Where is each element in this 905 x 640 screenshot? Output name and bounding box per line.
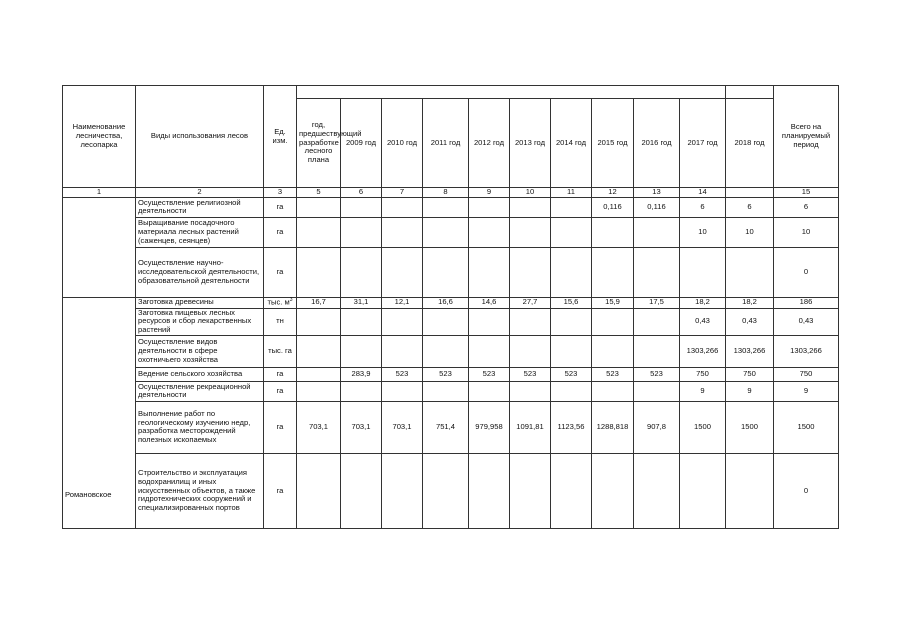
use-kind-cell: Заготовка пищевых лесных ресурсов и сбор лекарственных растений (136, 308, 264, 335)
value-cell (469, 247, 510, 297)
value-cell (510, 381, 551, 401)
unit-text: тн (276, 316, 284, 326)
value-cell: 18,2 (726, 297, 774, 308)
col-number: 10 (510, 188, 551, 198)
header-year-2015: 2015 год (592, 99, 634, 188)
value-cell: 18,2 (680, 297, 726, 308)
unit-text: га (276, 201, 284, 211)
total-cell: 0 (774, 453, 839, 528)
value-cell: 9 (726, 381, 774, 401)
value-cell (551, 217, 592, 247)
unit-cell (264, 335, 297, 367)
total-cell: 1500 (774, 401, 839, 453)
header-year-2013: 2013 год (510, 99, 551, 188)
value-cell: 907,8 (634, 401, 680, 453)
total-cell: 1303,266 (774, 335, 839, 367)
value-cell (297, 335, 341, 367)
col-number: 5 (297, 188, 341, 198)
value-cell (341, 247, 382, 297)
total-cell: 186 (774, 297, 839, 308)
header-prev-year: год, предшествующий разработке лесного плана (297, 99, 341, 188)
value-cell (592, 247, 634, 297)
value-cell: 15,6 (551, 297, 592, 308)
use-kind-cell: Заготовка древесины (136, 297, 264, 308)
unit-text: га (276, 485, 284, 495)
value-cell (341, 217, 382, 247)
use-kind-cell: Выполнение работ по геологическому изучению недр, разработка месторождений полезных ископаемых (136, 401, 264, 453)
value-cell: 703,1 (382, 401, 423, 453)
total-cell: 6 (774, 197, 839, 217)
value-cell (510, 453, 551, 528)
value-cell: 16,6 (423, 297, 469, 308)
value-cell (297, 217, 341, 247)
unit-cell (264, 297, 297, 308)
value-cell (297, 308, 341, 335)
value-cell (510, 217, 551, 247)
value-cell (726, 453, 774, 528)
value-cell: 523 (423, 367, 469, 381)
table-row (63, 297, 839, 308)
value-cell (510, 335, 551, 367)
value-cell: 1123,56 (551, 401, 592, 453)
column-numbers-row (63, 188, 839, 198)
header-top-strip-2018 (726, 86, 774, 99)
header-year-2011: 2011 год (423, 99, 469, 188)
use-kind-cell: Строительство и эксплуатация водохранилищ и иных искусственных объектов, а также гидротехнических сооружений и специализированных портов (136, 453, 264, 528)
value-cell: 6 (726, 197, 774, 217)
value-cell (423, 335, 469, 367)
value-cell (592, 217, 634, 247)
value-cell (297, 381, 341, 401)
col-number: 1 (63, 188, 136, 198)
value-cell: 523 (551, 367, 592, 381)
unit-text: га (276, 266, 284, 276)
value-cell: 1500 (726, 401, 774, 453)
header-strip-row (63, 86, 839, 99)
value-cell (423, 308, 469, 335)
header-forestry-name: Наименование лесничества, лесопарка (63, 86, 136, 188)
unit-superscript: 3 (289, 297, 293, 304)
value-cell (634, 308, 680, 335)
value-cell (551, 247, 592, 297)
total-cell: 0,43 (774, 308, 839, 335)
value-cell (341, 197, 382, 217)
value-cell: 14,6 (469, 297, 510, 308)
table-row (63, 217, 839, 247)
value-cell (634, 217, 680, 247)
col-number: 13 (634, 188, 680, 198)
unit-text: га (276, 226, 284, 236)
header-year-2016: 2016 год (634, 99, 680, 188)
value-cell (341, 381, 382, 401)
value-cell (341, 453, 382, 528)
use-kind-cell: Выращивание посадочного материала лесных растений (саженцев, сеянцев) (136, 217, 264, 247)
col-number: 6 (341, 188, 382, 198)
value-cell: 17,5 (634, 297, 680, 308)
value-cell: 0,116 (634, 197, 680, 217)
value-cell (551, 335, 592, 367)
value-cell (423, 197, 469, 217)
unit-cell (264, 401, 297, 453)
value-cell (551, 381, 592, 401)
value-cell: 15,9 (592, 297, 634, 308)
value-cell (551, 308, 592, 335)
unit-text: тыс. м (267, 297, 290, 307)
value-cell (382, 453, 423, 528)
value-cell (592, 381, 634, 401)
unit-cell (264, 197, 297, 217)
unit-cell (264, 381, 297, 401)
value-cell: 523 (592, 367, 634, 381)
value-cell (382, 335, 423, 367)
value-cell: 16,7 (297, 297, 341, 308)
value-cell (341, 308, 382, 335)
value-cell (634, 335, 680, 367)
value-cell: 1303,266 (726, 335, 774, 367)
header-year-2009: 2009 год (341, 99, 382, 188)
col-number: 11 (551, 188, 592, 198)
unit-text: га (276, 369, 284, 379)
value-cell: 703,1 (341, 401, 382, 453)
header-unit: Ед. изм. (264, 86, 297, 188)
value-cell: 523 (634, 367, 680, 381)
value-cell (382, 247, 423, 297)
total-cell: 9 (774, 381, 839, 401)
value-cell (423, 217, 469, 247)
value-cell: 1500 (680, 401, 726, 453)
value-cell: 523 (510, 367, 551, 381)
col-number: 3 (264, 188, 297, 198)
col-number (726, 188, 774, 198)
value-cell (297, 247, 341, 297)
value-cell (341, 335, 382, 367)
col-number: 7 (382, 188, 423, 198)
value-cell: 750 (726, 367, 774, 381)
value-cell: 9 (680, 381, 726, 401)
value-cell: 751,4 (423, 401, 469, 453)
unit-text: га (276, 386, 284, 396)
table-row (63, 453, 839, 528)
total-cell: 0 (774, 247, 839, 297)
value-cell (469, 217, 510, 247)
value-cell: 0,43 (726, 308, 774, 335)
value-cell: 27,7 (510, 297, 551, 308)
header-top-strip (297, 86, 726, 99)
total-cell: 10 (774, 217, 839, 247)
table-row (63, 247, 839, 297)
col-number: 2 (136, 188, 264, 198)
col-number: 15 (774, 188, 839, 198)
forestry-name-cell: Романовское (63, 297, 136, 528)
forest-use-table (62, 85, 839, 529)
value-cell: 523 (382, 367, 423, 381)
value-cell (297, 197, 341, 217)
total-cell: 750 (774, 367, 839, 381)
value-cell (510, 247, 551, 297)
value-cell (551, 453, 592, 528)
value-cell: 31,1 (341, 297, 382, 308)
value-cell: 703,1 (297, 401, 341, 453)
header-total: Всего на планируемый период (774, 86, 839, 188)
value-cell (469, 453, 510, 528)
table-row (63, 401, 839, 453)
col-number: 9 (469, 188, 510, 198)
forestry-name-cell-empty (63, 197, 136, 297)
value-cell (551, 197, 592, 217)
value-cell: 750 (680, 367, 726, 381)
use-kind-cell: Осуществление религиозной деятельности (136, 197, 264, 217)
col-number: 12 (592, 188, 634, 198)
table-row (63, 381, 839, 401)
col-number: 14 (680, 188, 726, 198)
use-kind-cell: Осуществление видов деятельности в сфере охотничьего хозяйства (136, 335, 264, 367)
value-cell (592, 308, 634, 335)
table-row (63, 308, 839, 335)
value-cell (382, 217, 423, 247)
table-row (63, 335, 839, 367)
value-cell (469, 381, 510, 401)
value-cell (423, 247, 469, 297)
value-cell: 10 (680, 217, 726, 247)
unit-cell (264, 247, 297, 297)
value-cell (423, 453, 469, 528)
value-cell: 523 (469, 367, 510, 381)
header-year-2014: 2014 год (551, 99, 592, 188)
value-cell (510, 197, 551, 217)
unit-cell (264, 217, 297, 247)
table-row (63, 197, 839, 217)
header-use-kind: Виды использования лесов (136, 86, 264, 188)
unit-text: тыс. га (268, 346, 292, 356)
header-year-2010: 2010 год (382, 99, 423, 188)
value-cell: 1091,81 (510, 401, 551, 453)
value-cell: 12,1 (382, 297, 423, 308)
value-cell (680, 453, 726, 528)
value-cell: 0,116 (592, 197, 634, 217)
value-cell (297, 453, 341, 528)
value-cell (726, 247, 774, 297)
use-kind-cell: Осуществление научно-исследовательской деятельности, образовательной деятельности (136, 247, 264, 297)
value-cell (680, 247, 726, 297)
unit-cell (264, 308, 297, 335)
unit-cell (264, 453, 297, 528)
col-number: 8 (423, 188, 469, 198)
table-body (63, 197, 839, 528)
value-cell: 283,9 (341, 367, 382, 381)
value-cell (510, 308, 551, 335)
value-cell: 979,958 (469, 401, 510, 453)
value-cell (382, 197, 423, 217)
value-cell (592, 335, 634, 367)
value-cell (469, 197, 510, 217)
value-cell: 1288,818 (592, 401, 634, 453)
header-year-2018: 2018 год (726, 99, 774, 188)
use-kind-cell: Ведение сельского хозяйства (136, 367, 264, 381)
unit-text: га (276, 422, 284, 432)
value-cell (297, 367, 341, 381)
value-cell (592, 453, 634, 528)
value-cell: 0,43 (680, 308, 726, 335)
value-cell (634, 381, 680, 401)
value-cell: 1303,266 (680, 335, 726, 367)
value-cell (469, 308, 510, 335)
header-year-2012: 2012 год (469, 99, 510, 188)
header-year-2017: 2017 год (680, 99, 726, 188)
value-cell (634, 453, 680, 528)
use-kind-cell: Осуществление рекреационной деятельности (136, 381, 264, 401)
value-cell: 6 (680, 197, 726, 217)
value-cell (423, 381, 469, 401)
value-cell (382, 381, 423, 401)
value-cell (382, 308, 423, 335)
table-row (63, 367, 839, 381)
value-cell: 10 (726, 217, 774, 247)
value-cell (469, 335, 510, 367)
unit-cell (264, 367, 297, 381)
value-cell (634, 247, 680, 297)
